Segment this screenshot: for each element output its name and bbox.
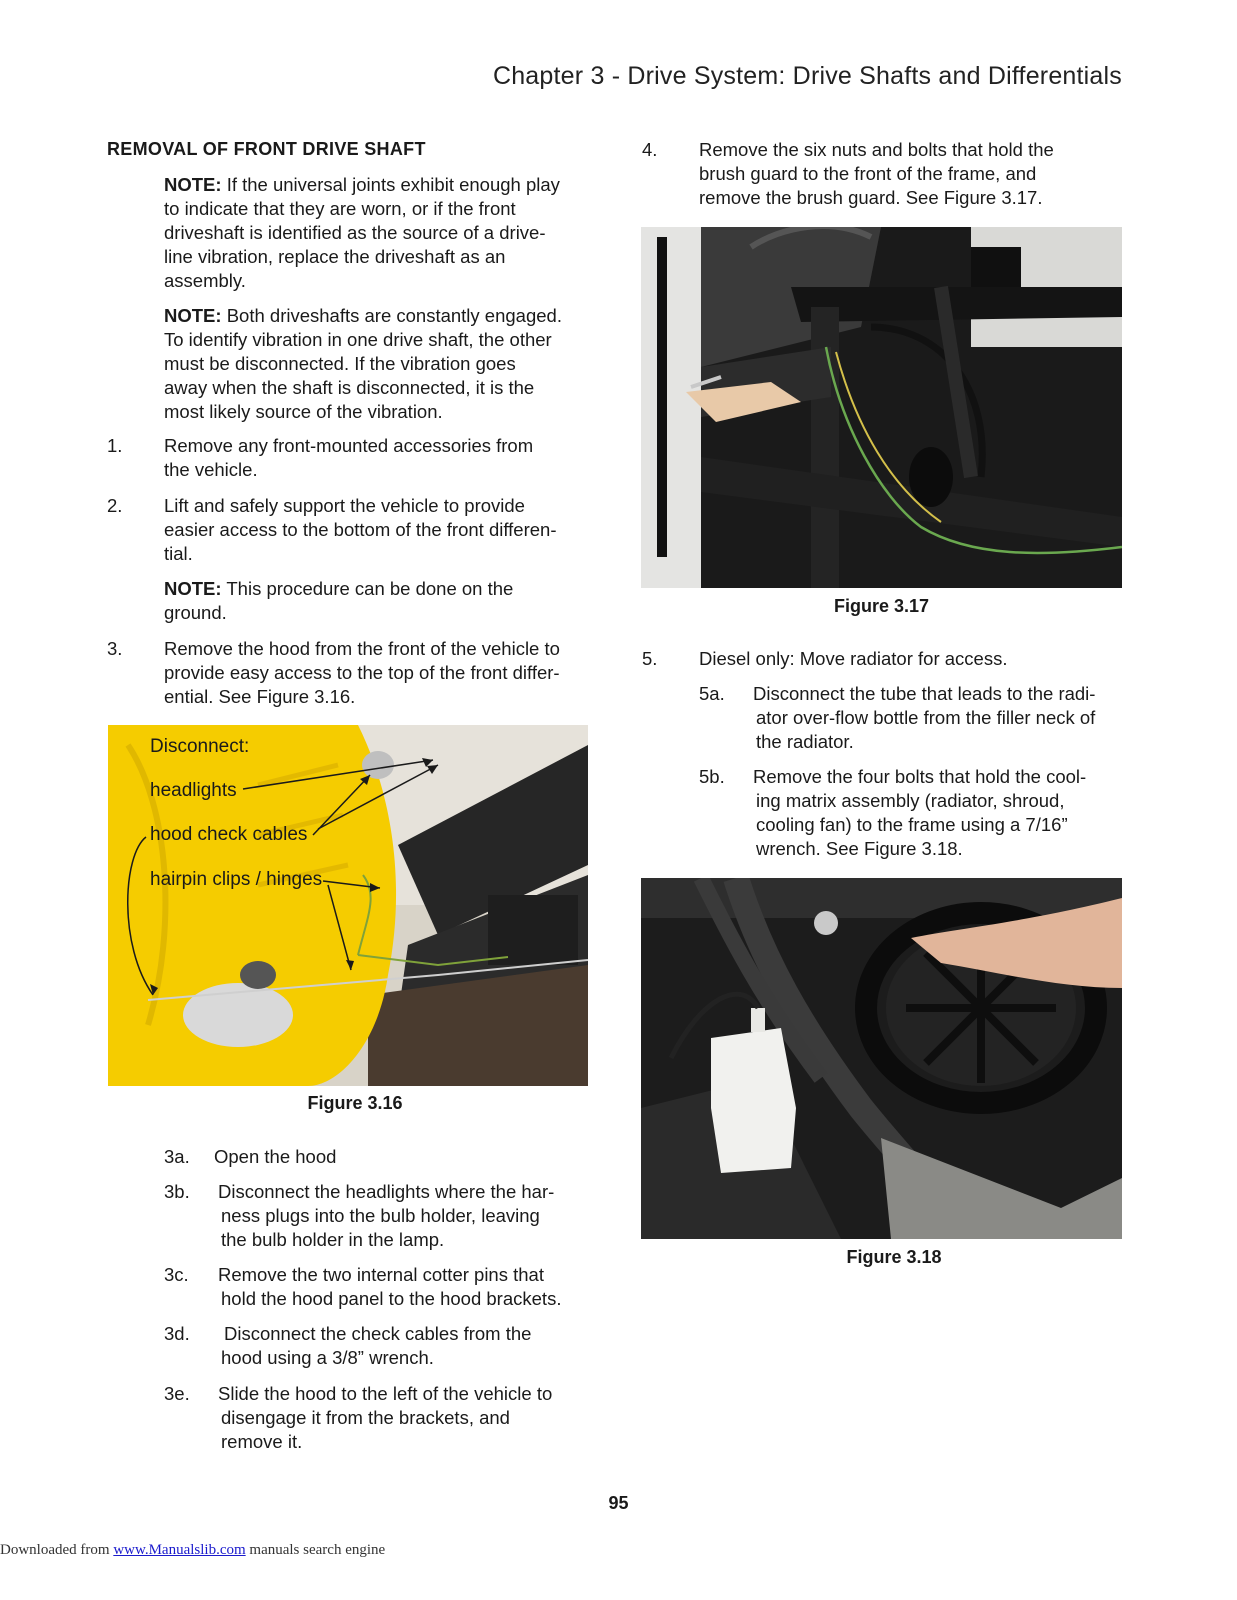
step-number: 5. xyxy=(642,648,658,669)
step-text: Lift and safely support the vehicle to provide xyxy=(164,495,525,516)
step-3d xyxy=(164,1322,604,1370)
note-text: away when the shaft is disconnected, it is the xyxy=(164,377,535,398)
note-ground xyxy=(164,577,594,625)
step-text: ential. See Figure 3.16. xyxy=(164,686,356,707)
note-text: line vibration, replace the driveshaft as an xyxy=(164,246,506,267)
step-text: the vehicle. xyxy=(164,459,258,480)
figure-3-16-caption: Figure 3.16 xyxy=(307,1093,403,1113)
step-3b xyxy=(164,1180,604,1252)
step-3e xyxy=(164,1382,604,1454)
step-text: wrench. See Figure 3.18. xyxy=(756,838,963,859)
step-number: 5a. xyxy=(699,683,725,704)
step-text: Open the hood xyxy=(214,1146,337,1167)
step-text: ing matrix assembly (radiator, shroud, xyxy=(756,790,1065,811)
step-text: Disconnect the check cables from the xyxy=(224,1323,532,1344)
step-text: Slide the hood to the left of the vehicle to xyxy=(218,1383,553,1404)
note-text: ground. xyxy=(164,602,227,623)
step-5a xyxy=(699,682,1129,754)
step-text: easier access to the bottom of the front differen- xyxy=(164,519,557,540)
callout-headlights: headlights xyxy=(150,780,237,801)
page-number: 95 xyxy=(608,1493,629,1513)
step-number: 3d. xyxy=(164,1323,190,1344)
step-number: 3e. xyxy=(164,1383,190,1404)
note-text: Both driveshafts are constantly engaged. xyxy=(226,305,562,326)
step-text: cooling fan) to the frame using a 7/16” xyxy=(756,814,1068,835)
note-text: This procedure can be done on the xyxy=(226,578,514,599)
note-universal-joints xyxy=(164,173,594,293)
step-1 xyxy=(107,434,597,482)
callout-disconnect: Disconnect: xyxy=(150,736,250,757)
step-number: 3. xyxy=(107,638,123,659)
note-text: to indicate that they are worn, or if the front xyxy=(164,198,516,219)
manualslib-link[interactable]: www.Manualslib.com xyxy=(113,1542,246,1558)
download-footer xyxy=(0,1542,385,1559)
step-number: 2. xyxy=(107,495,123,516)
step-text: Diesel only: Move radiator for access. xyxy=(699,648,1008,669)
note-text: driveshaft is identified as the source of a drive- xyxy=(164,222,546,243)
step-5b xyxy=(699,765,1129,861)
step-text: Remove the four bolts that hold the cool- xyxy=(753,766,1087,787)
figure-3-17-photo xyxy=(641,227,1122,588)
step-text: Remove the two internal cotter pins that xyxy=(218,1264,544,1285)
radiator-photo-illustration xyxy=(641,878,1122,1239)
step-text: brush guard to the front of the frame, and xyxy=(699,163,1037,184)
note-text: must be disconnected. If the vibration goes xyxy=(164,353,516,374)
callout-hood-check-cables: hood check cables xyxy=(150,824,308,845)
step-text: ator over-flow bottle from the filler neck of xyxy=(756,707,1096,728)
footer-suffix: manuals search engine xyxy=(245,1542,386,1558)
note-text: assembly. xyxy=(164,270,246,291)
footer-prefix: Downloaded from xyxy=(0,1542,114,1558)
note-driveshafts xyxy=(164,304,594,424)
step-text: remove it. xyxy=(221,1431,303,1452)
step-3 xyxy=(107,637,597,709)
step-text: hood using a 3/8” wrench. xyxy=(221,1347,434,1368)
step-text: Disconnect the headlights where the har- xyxy=(218,1181,555,1202)
note-text: To identify vibration in one drive shaft, the other xyxy=(164,329,552,350)
step-number: 3c. xyxy=(164,1264,189,1285)
step-text: Remove the hood from the front of the vehicle to xyxy=(164,638,560,659)
step-number: 5b. xyxy=(699,766,725,787)
figure-3-17-caption: Figure 3.17 xyxy=(833,596,930,616)
step-text: Remove any front-mounted accessories from xyxy=(164,435,534,456)
step-text: disengage it from the brackets, and xyxy=(221,1407,510,1428)
chapter-header: Chapter 3 - Drive System: Drive Shafts and Differentials xyxy=(492,62,1122,90)
note-text: If the universal joints exhibit enough play xyxy=(226,174,560,195)
callout-hairpin-clips: hairpin clips / hinges xyxy=(150,869,323,890)
step-text: the bulb holder in the lamp. xyxy=(221,1229,445,1250)
step-4 xyxy=(642,138,1112,210)
step-2 xyxy=(107,494,597,566)
note-label: NOTE: xyxy=(164,174,222,195)
step-text: hold the hood panel to the hood brackets. xyxy=(221,1288,562,1309)
step-number: 1. xyxy=(107,435,123,456)
step-number: 3a. xyxy=(164,1146,190,1167)
figure-3-18-photo xyxy=(641,878,1122,1239)
step-text: remove the brush guard. See Figure 3.17. xyxy=(699,187,1043,208)
step-number: 3b. xyxy=(164,1181,190,1202)
frame-photo-illustration xyxy=(641,227,1122,588)
step-3a xyxy=(164,1145,604,1169)
step-text: Disconnect the tube that leads to the radi- xyxy=(753,683,1096,704)
figure-3-18-caption: Figure 3.18 xyxy=(846,1247,942,1267)
note-label: NOTE: xyxy=(164,578,222,599)
note-text: most likely source of the vibration. xyxy=(164,401,443,422)
step-number: 4. xyxy=(642,139,658,160)
step-5 xyxy=(642,647,1112,671)
step-text: Remove the six nuts and bolts that hold the xyxy=(699,139,1054,160)
step-3c xyxy=(164,1263,604,1311)
step-text: provide easy access to the top of the front differ- xyxy=(164,662,560,683)
note-label: NOTE: xyxy=(164,305,222,326)
figure-3-16-photo xyxy=(108,725,588,1086)
section-title: REMOVAL OF FRONT DRIVE SHAFT xyxy=(107,139,426,159)
step-text: tial. xyxy=(164,543,193,564)
step-text: the radiator. xyxy=(756,731,854,752)
step-text: ness plugs into the bulb holder, leaving xyxy=(221,1205,540,1226)
